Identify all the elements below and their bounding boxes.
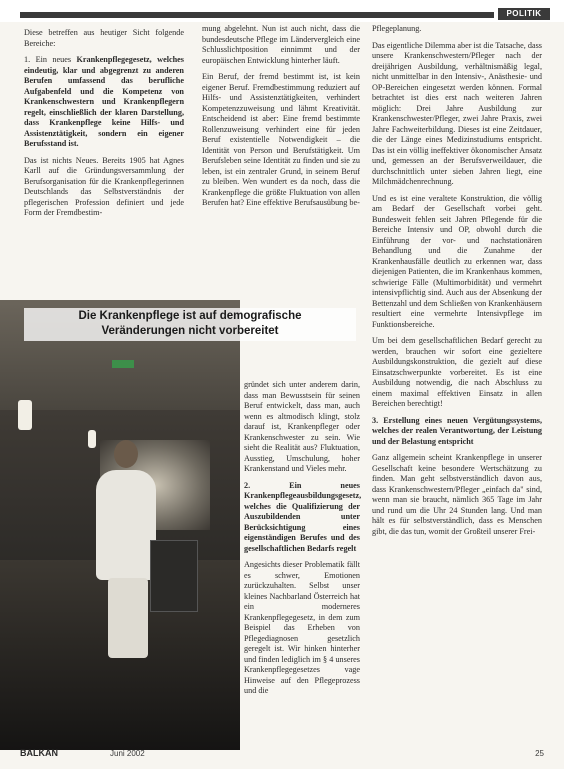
paragraph: Um bei dem gesellschaftlichen Bedarf gerecht zu werden, brauchen wir sofort eine gezieltere Ausbildungskonstruktion, die gezielt auf diese Einsatzschwerpunkte vorbereitet. Es ist eine Ausbildung notwendig, die nach Abschluss zu einem maximal effektiven Einsatz in allen Bereichen berechtigt! xyxy=(372,336,542,408)
requirement-1 xyxy=(24,55,184,150)
paragraph: Diese betreffen aus heutiger Sicht folgende Bereiche: xyxy=(24,28,184,48)
requirement-1-lead: 1. Ein neues xyxy=(24,55,77,64)
column-3 xyxy=(372,24,542,543)
nurse-head xyxy=(114,440,138,468)
column-2-lower xyxy=(244,380,360,703)
banner-line-2: Veränderungen nicht vorbereitet xyxy=(101,325,279,337)
photo-caption-banner xyxy=(24,308,356,341)
wall-lamp xyxy=(88,430,96,448)
page-footer xyxy=(20,748,544,762)
hospital-corridor-photo xyxy=(0,300,240,750)
cart xyxy=(150,540,198,612)
paragraph: Pflegeplanung. xyxy=(372,24,422,33)
column-2 xyxy=(202,24,360,215)
nurse-legs xyxy=(108,578,148,658)
banner-line-1: Die Krankenpflege ist auf demografische xyxy=(78,310,302,322)
page-number: 25 xyxy=(535,749,544,758)
paragraph: gründet sich unter anderem darin, dass man Bewusstsein für seinen Beruf entwickelt, dass man, auch wenn es altmodisch klingt, stolz darauf ist, Krankenpfleger oder Krankenschwester zu sein. Wie sieht die Realität aus? Fluktuation, Ausstieg, Umschulung, hoher Krankenstand und Vieles mehr. xyxy=(244,380,360,473)
paragraph: Ganz allgemein scheint Krankenpflege in unserer Gesellschaft keine besondere Wertschätzung zu finden. Man geht selbstverständlich davon aus, dass Krankenschwestern/Pfleger „einfach da" sind, wenn man sie braucht, nämlich 365 Tage im Jahr und rund um die Uhr 24 Stunden lang. Und man hält es für selbstverständlich, dass es Menschen gibt, die das tun, womit der Großteil unserer Frei- xyxy=(372,453,542,536)
paragraph: Das eigentliche Dilemma aber ist die Tatsache, dass unsere Krankenschwestern/Pfleger nach der dreijährigen Ausbildung, verhältnismäßig legal, nicht unmittelbar in den Intensiv-, Anästhesie- und OP-Bereichen eingesetzt werden können. Formal betrachtet ist dies erst nach weiteren Jahren möglich: Drei Jahre Ausbildung zur Krankenschwester/Pfleger, zwei Jahre Praxis, zwei Jahre Fachweiterbildung. Dieses ist eine Zeitdauer, die der Länge eines Medizinstudiums entspricht. Das ist ein völlig ineffektiver ökonomischer Ansatz und, gemessen an der Berufsverweildauer, die durchschnittlich unter sieben Jahren liegt, eine Milchmädchenrechnung. xyxy=(372,40,542,186)
magazine-logo: BALKAN xyxy=(20,748,58,758)
paragraph: Das ist nichts Neues. Bereits 1905 hat Agnes Karll auf die Gründungsversammlung der Berufsorganisation für die Krankenpflegerinnen Deutschlands das Selbstverständnis der pflegerischen Profession definiert und jede Form der Fremdbestim- xyxy=(24,155,184,217)
wall-lamp xyxy=(18,400,32,430)
section-label: POLITIK xyxy=(498,8,550,20)
paragraph: Angesichts dieser Problematik fällt es schwer, Emotionen zurückzuhalten. Selbst unser kleines Nachbarland Österreich hat ein moderneres Krankenpflegegesetz, in dem zum Beispiel das Erheben von Pflegediagnosen gesetzlich geregelt ist. Wir hinken hinterher und finden lediglich im § 4 unseres Krankenpflegegesetzes vage Hinweise auf den Pflegeprozess und die xyxy=(244,560,360,695)
requirement-2: 2. Ein neues Krankenpflegeausbildungsgesetz, welches die Qualifizierung der Auszubildenden unter Berücksichtigung eines eigenständigen Berufes und des gesellschaftlichen Bedarfs regelt xyxy=(244,480,362,553)
paragraph: mung abgelehnt. Nun ist auch nicht, dass die bundesdeutsche Pflege im Ländervergleich eine Schlusslichtposition einnimmt und der europäischen Entwicklung hinterher läuft. xyxy=(202,24,360,65)
header-rule xyxy=(20,12,494,18)
exit-sign xyxy=(112,360,134,368)
paragraph: Ein Beruf, der fremd bestimmt ist, ist kein eigener Beruf. Fremdbestimmung reduziert auf Hilfs- und Assistenztätigkeiten, verhindert Kompetenzzuweisung und lähmt Kreativität. Entscheidend ist aber: Eine fremd bestimmte Rollenzuweisung verhindert eine für jeden Beruf existentielle Notwendigkeit – die Identität von Person und Berufstätigkeit. Um Berufsleben seine Identität zu finden und sie zu leben, ist ein zentraler Grund, in seinem Beruf zu bleiben. Wen wundert es da noch, dass die Krankenpflege die größte Fluktuation von allen Berufen hat? Eine effektive Berufsausübung be- xyxy=(202,72,360,207)
issue-date: Juni 2002 xyxy=(110,749,145,758)
paragraph: Und es ist eine veraltete Konstruktion, die völlig am Bedarf der Gesellschaft vorbei geht. Bundesweit fehlen seit Jahren Pflegende für die Bereiche Intensiv und OP, obwohl durch die Einführung der vor- und nachstationären Behandlung und die Zunahme der Krankenhausfälle deutlich zu erkennen war, dass diejenigen Patienten, die im Krankenhaus kommen, schwierige Fälle (Multimorbidität) und vermehrt intensivpflichtig sind. Auch aus der Absenkung der Bettenzahl und dem Schließen von Krankenhäusern resultiert eine vermehrte Intensivpflege im Funktionsbereiche. xyxy=(372,193,542,329)
requirement-1-text: Krankenpflegegesetz, welches eindeutig, klar und abgegrenzt zu anderen Berufen umfassend das berufliche Aufgabenfeld und die Kompetenz von Krankenschwestern und Krankenpflegern regelt, einschließlich der klaren Darstellung, dass Krankenpflege keine Hilfs- und Assistenztätigkeit, sondern ein eigener Berufsstand ist. xyxy=(24,55,184,148)
top-bar xyxy=(0,0,564,22)
nurse-figure xyxy=(96,470,156,580)
requirement-3: 3. Erstellung eines neuen Vergütungssystems, welches der realen Verantwortung, der Leistung und der Belastung entspricht xyxy=(372,415,542,446)
column-1 xyxy=(24,28,184,225)
